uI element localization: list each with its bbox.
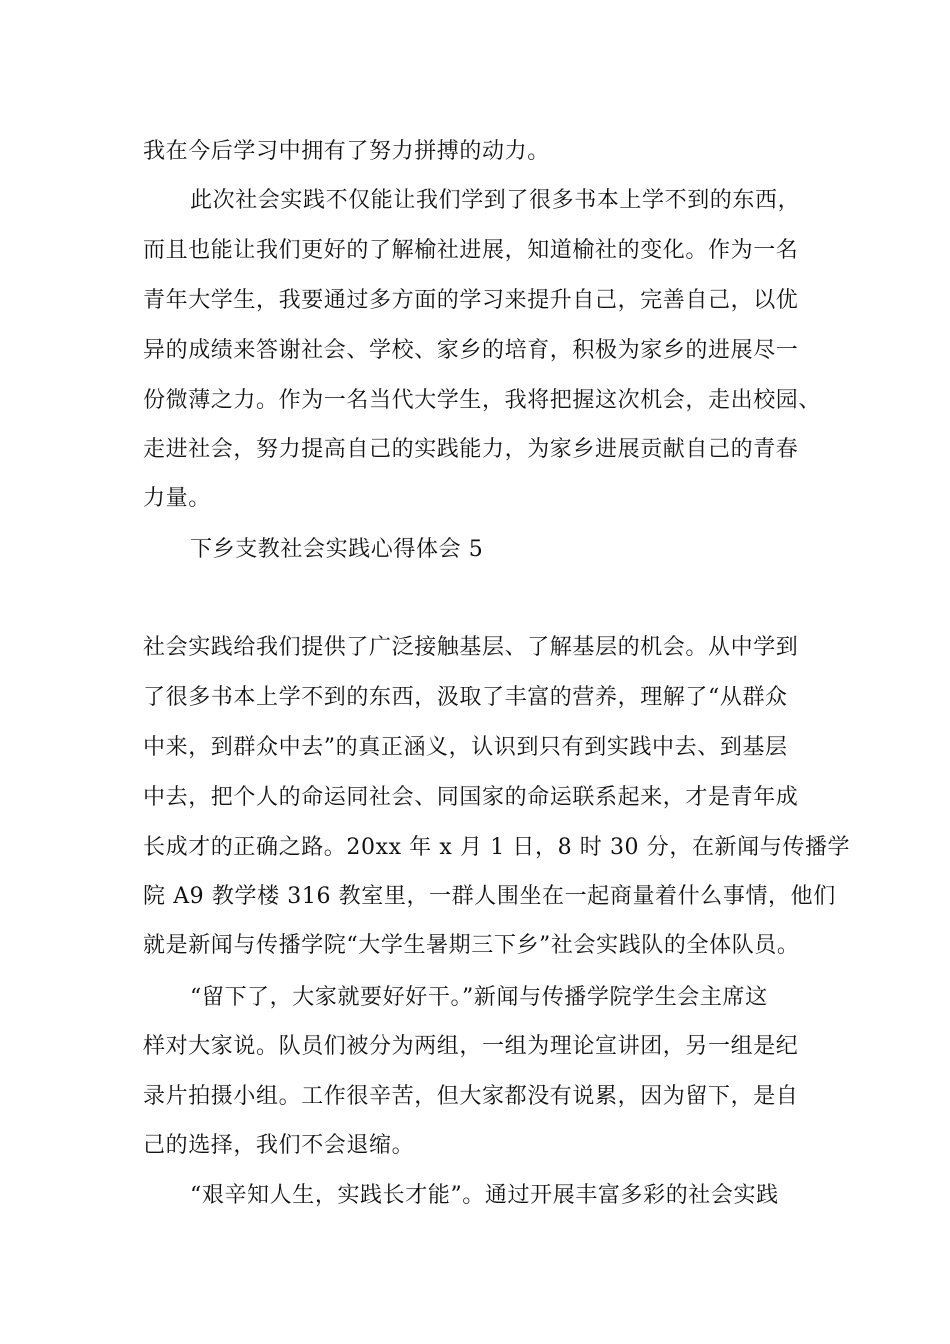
- intro-line: 我在今后学习中拥有了努力拼搏的动力。: [143, 139, 550, 164]
- paragraph-4-line: “艰辛知人生，实践长才能”。通过开展丰富多彩的社会实践: [190, 1183, 779, 1208]
- paragraph-1-line: 青年大学生，我要通过多方面的学习来提升自己，完善自己，以优: [143, 288, 799, 313]
- paragraph-2-line: 就是新闻与传播学院“大学生暑期三下乡”社会实践队的全体队员。: [143, 933, 800, 958]
- paragraph-3-line: 录片拍摄小组。工作很辛苦，但大家都没有说累，因为留下，是自: [143, 1084, 799, 1109]
- paragraph-2-line: 中去，把个人的命运同社会、同国家的命运联系起来，才是青年成: [143, 785, 799, 810]
- paragraph-1-line: 力量。: [143, 486, 211, 511]
- paragraph-1-line: 而且也能让我们更好的了解榆社进展，知道榆社的变化。作为一名: [143, 238, 799, 263]
- paragraph-2-line: 社会实践给我们提供了广泛接触基层、了解基层的机会。从中学到: [143, 635, 799, 660]
- paragraph-1-line: 异的成绩来答谢社会、学校、家乡的培育，积极为家乡的进展尽一: [143, 338, 799, 363]
- paragraph-2-line: 长成才的正确之路。20xx 年 x 月 1 日，8 时 30 分，在新闻与传播学: [143, 835, 851, 860]
- paragraph-1-line: 此次社会实践不仅能让我们学到了很多书本上学不到的东西，: [190, 188, 801, 213]
- paragraph-3-line: 己的选择，我们不会退缩。: [143, 1133, 415, 1158]
- paragraph-3-line: “留下了，大家就要好好干。”新闻与传播学院学生会主席这: [190, 985, 768, 1010]
- paragraph-2-line: 中来，到群众中去”的真正涵义，认识到只有到实践中去、到基层: [143, 735, 788, 760]
- section-heading: 下乡支教社会实践心得体会 5: [190, 537, 484, 562]
- paragraph-2-line: 院 A9 教学楼 316 教室里，一群人围坐在一起商量着什么事情，他们: [143, 884, 836, 909]
- paragraph-2-line: 了很多书本上学不到的东西，汲取了丰富的营养，理解了“从群众: [143, 685, 788, 710]
- paragraph-3-line: 样对大家说。队员们被分为两组，一组为理论宣讲团，另一组是纪: [143, 1034, 799, 1059]
- paragraph-1-line: 份微薄之力。作为一名当代大学生，我将把握这次机会，走出校园、: [143, 388, 822, 413]
- paragraph-1-line: 走进社会，努力提高自己的实践能力，为家乡进展贡献自己的青春: [143, 437, 799, 462]
